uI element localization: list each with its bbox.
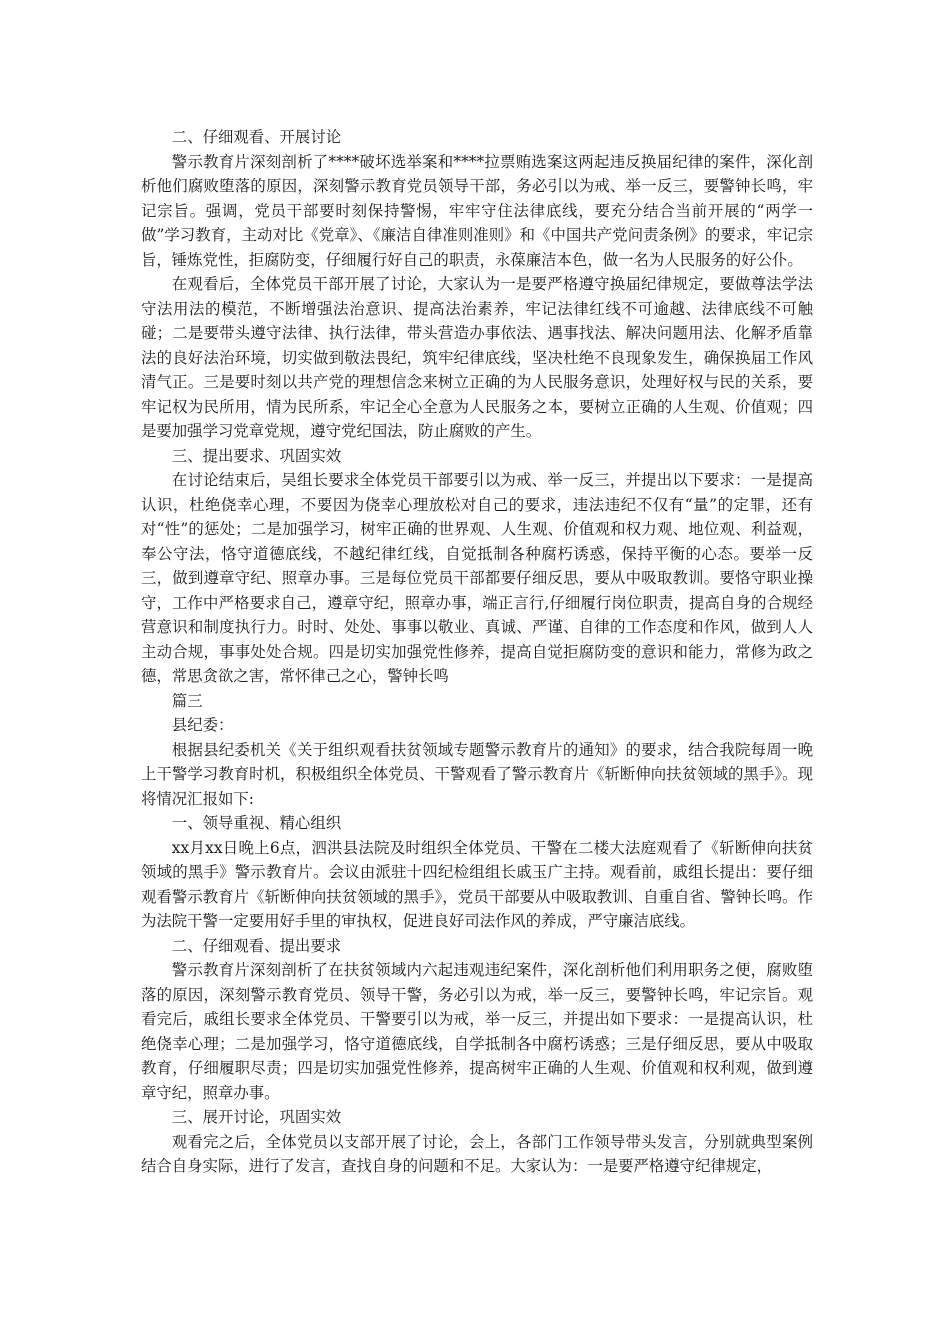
part-title: 篇三 xyxy=(171,691,203,710)
addressee: 县纪委： xyxy=(171,716,234,734)
section-heading: 三、提出要求、巩固实效 xyxy=(171,446,342,465)
body-paragraph: 警示教育片深刻剖析了在扶贫领域内六起违观违纪案件，深化剖析他们利用职务之便，腐败堕落的原因，深刻警示教育党员、领导干警，务必引以为戒，举一反三，要警钟长鸣，牢记宗旨。观看完后，戚组长要求全体党员、干警要引以为戒，举一反三，并提出如下要求：一是提高认识，杜绝侥幸心理；二是加强学习，恪守道德底线，自学抵制各中腐朽诱惑；三是仔细反思，要从中吸取教育，仔细履职尽责；四是切实加强党性修养，提高树牢正确的人生观、价值观和权利观，做到遵章守纪，照章办事。 xyxy=(141,961,813,1102)
body-paragraph: 警示教育片深刻剖析了****破坏选举案和****拉票贿选案这两起违反换届纪律的案件，深化剖析他们腐败堕落的原因，深刻警示教育党员领导干部，务必引以为戒、举一反三，要警钟长鸣，牢记宗旨。强调，党员干部要时刻保持警惕，牢牢守住法律底线，要充分结合当前开展的“两学一做”学习教育，主动对比《党章》、《廉洁自律准则准则》和《中国共产党问责条例》的要求，牢记宗旨，锤炼党性，拒腐防变，仔细履行好自己的职责，永葆廉洁本色，做一名为人民服务的好公仆。 xyxy=(141,152,813,269)
document-body xyxy=(141,125,813,1179)
section-heading: 一、领导重视、精心组织 xyxy=(171,814,342,832)
body-paragraph: 在讨论结束后，吴组长要求全体党员干部要引以为戒、举一反三，并提出以下要求：一是提高认识，杜绝侥幸心理，不要因为侥幸心理放松对自己的要求，违法违纪不仅有“量”的定罪，还有对“性”的惩处；二是加强学习，树牢正确的世界观、人生观、价值观和权力观、地位观、利益观，奉公守法，恪守道德底线，不越纪律红线，自觉抵制各种腐朽诱惑，保持平衡的心态。要举一反三，做到遵章守纪、照章办事。三是每位党员干部都要仔细反思，要从中吸取教训。要恪守职业操守，工作中严格要求自己，遵章守纪，照章办事，端正言行,仔细履行岗位职责，提高自身的合规经营意识和制度执行力。时时、处处、事事以敬业、真诚、严谨、自律的工作态度和作风，做到人人主动合规，事事处处合规。四是切实加强党性修养，提高自觉拒腐防变的意识和能力，常修为政之德，常思贪欲之害，常怀律己之心，警钟长鸣 xyxy=(141,471,813,685)
body-paragraph: 观看完之后，全体党员以支部开展了讨论，会上，各部门工作领导带头发言，分别就典型案例结合自身实际，进行了发言，查找自身的问题和不足。大家认为：一是要严格遵守纪律规定， xyxy=(141,1132,813,1175)
body-paragraph: 在观看后，全体党员干部开展了讨论，大家认为一是要严格遵守换届纪律规定，要做尊法学法守法用法的模范，不断增强法治意识、提高法治素养，牢记法律红线不可逾越、法律底线不可触碰；二是要带头遵守法律、执行法律，带头营造办事依法、遇事找法、解决问题用法、化解矛盾靠法的良好法治环境，切实做到敬法畏纪，筑牢纪律底线，坚决杜绝不良现象发生，确保换届工作风清气正。三是要时刻以共产党的理想信念来树立正确的为人民服务意识，处理好权与民的关系，要牢记权为民所用，情为民所系，牢记全心全意为人民服务之本，要树立正确的人生观、价值观；四是要加强学习党章党规，遵守党纪国法，防止腐败的产生。 xyxy=(141,275,813,440)
section-heading: 二、仔细观看、提出要求 xyxy=(171,936,342,955)
section-heading: 三、展开讨论，巩固实效 xyxy=(171,1108,342,1126)
section-heading: 二、仔细观看、开展讨论 xyxy=(171,128,342,146)
body-paragraph: 根据县纪委机关《关于组织观看扶贫领域专题警示教育片的通知》的要求，结合我院每周一晚上干警学习教育时机，积极组织全体党员、干警观看了警示教育片《斩断伸向扶贫领域的黑手》。现将情况汇报如下: xyxy=(141,740,813,808)
body-paragraph: xx月xx日晚上6点，泗洪县法院及时组织全体党员、干警在二楼大法庭观看了《斩断伸向扶贫领域的黑手》警示教育片。会议由派驻十四纪检组组长戚玉广主持。观看前，戚组长提出：要仔细观看警示教育片《斩断伸向扶贫领域的黑手》，党员干部要从中吸取教训、自重自省、警钟长鸣。作为法院干警一定要用好手里的审执权，促进良好司法作风的养成，严守廉洁底线。 xyxy=(141,838,813,930)
